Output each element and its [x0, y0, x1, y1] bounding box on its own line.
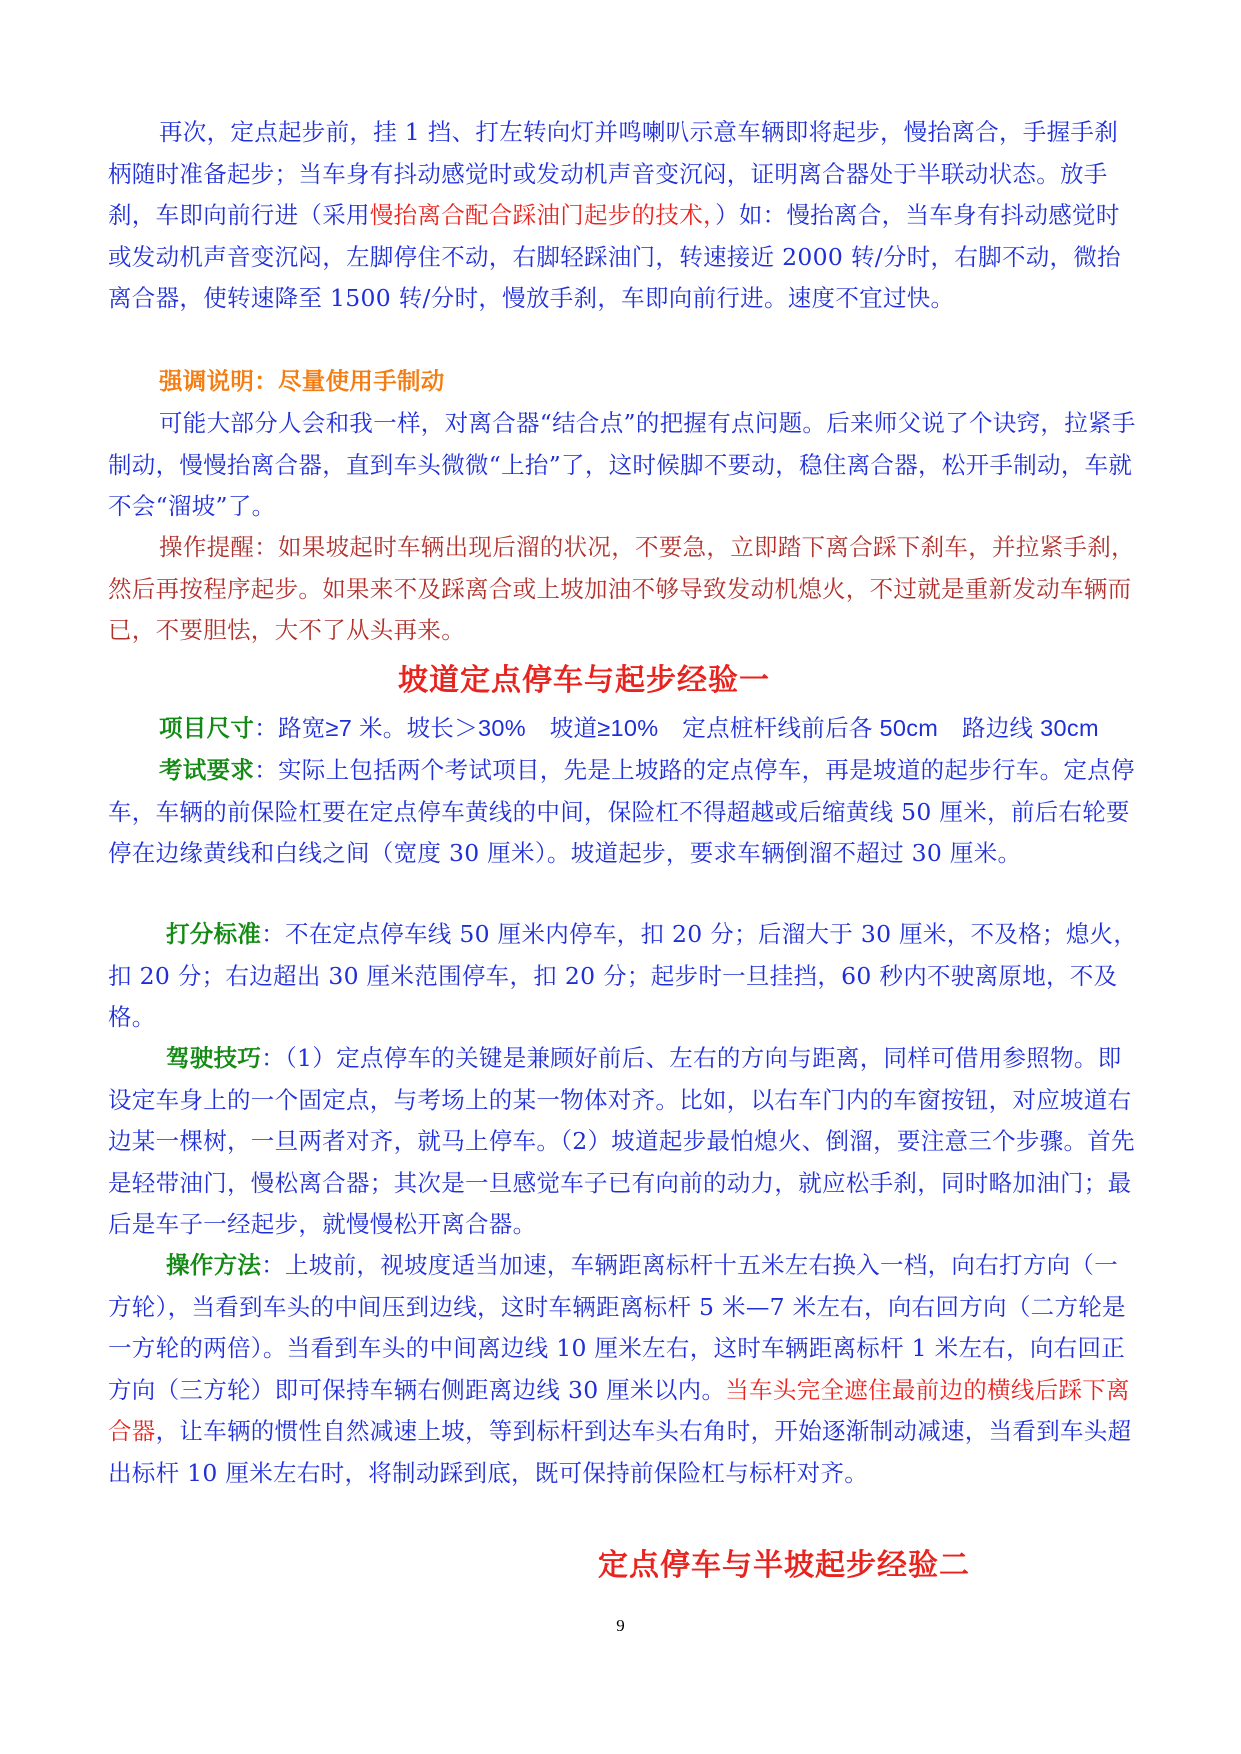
paragraph-project-size — [108, 708, 1138, 750]
label-project-size: 项目尺寸 — [159, 715, 255, 741]
paragraph-text: ）如：慢抬离合，当车身有抖动感觉时或发动机声音变沉闷，左脚停住不动，右脚轻踩油门，转速接近 2000 转/分时，右脚不动，微抬离合器，使转速降至 1500 转/分时，慢放手刹，车即向前行进。速度不宜过快。 — [108, 201, 1121, 312]
paragraph-operation-reminder: 操作提醒：如果坡起时车辆出现后溜的状况，不要急，立即踏下离合踩下刹车，并拉紧手刹，然后再按程序起步。如果来不及踩离合或上坡加油不够导致发动机熄火，不过就是重新发动车辆而已，不要胆怯，大不了从头再来。 — [108, 533, 1135, 644]
paragraph-scoring — [108, 914, 1138, 1039]
label-operation-method: 操作方法 — [166, 1251, 262, 1279]
highlight-text: 慢抬离合配合踩油门起步的技术， — [369, 201, 716, 229]
label-driving-skills: 驾驶技巧 — [166, 1044, 262, 1072]
paragraph-start-procedure — [108, 112, 1138, 320]
highlight-text: 当车头完全遮住最前边的横线后踩下离合器 — [108, 1375, 1130, 1445]
page-number: 9 — [616, 1616, 625, 1635]
paragraph-text: ，让车辆的惯性自然减速上坡，等到标杆到达车头右角时，开始逐渐制动减速，当看到车头超出标杆 10 厘米左右时，将制动踩到底，既可保持前保险杠与标杆对齐。 — [108, 1417, 1132, 1487]
section-heading-1: 坡道定点停车与起步经验一 — [398, 663, 770, 698]
section-heading-2: 定点停车与半坡起步经验二 — [598, 1548, 970, 1583]
paragraph-clutch-point: 可能大部分人会和我一样，对离合器“结合点”的把握有点问题。后来师父说了个诀窍，拉紧手制动，慢慢抬离合器，直到车头微微“上抬”了，这时候脚不要动，稳住离合器，松开手制动，车就不会“溜坡”了。 — [108, 409, 1136, 520]
emphasis-heading: 强调说明：尽量使用手制动 — [159, 367, 445, 395]
paragraph-text: ：（1）定点停车的关键是兼顾好前后、左右的方向与距离，同样可借用参照物。即设定车身上的一个固定点，与考场上的某一物体对齐。比如，以右车门内的车窗按钮，对应坡道右边某一棵树，一旦两者对齐，就马上停车。（2）坡道起步最怕熄火、倒溜，要注意三个步骤。首先是轻带油门，慢松离合器；其次是一旦感觉车子已有向前的动力，就应松手刹，同时略加油门；最后是车子一经起步，就慢慢松开离合器。 — [108, 1044, 1135, 1238]
paragraph-text: ：实际上包括两个考试项目，先是上坡路的定点停车，再是坡道的起步行车。定点停车，车辆的前保险杠要在定点停车黄线的中间，保险杠不得超越或后缩黄线 50 厘米，前后右轮要停在边缘黄线和白线之间（宽度 30 厘米）。坡道起步，要求车辆倒溜不超过 30 厘米。 — [108, 756, 1135, 867]
label-scoring: 打分标准 — [166, 920, 262, 948]
label-exam-requirements: 考试要求 — [159, 756, 255, 784]
paragraph-operation-method — [108, 1245, 1138, 1494]
paragraph-exam-requirements — [108, 750, 1138, 875]
paragraph-driving-skills — [108, 1038, 1138, 1246]
paragraph-text: ：路宽≥7 米。坡长＞30% 坡道≥10% 定点桩杆线前后各 50cm 路边线 30cm — [254, 715, 1099, 741]
paragraph-text: 再次，定点起步前，挂 1 挡、打左转向灯并鸣喇叭示意车辆即将起步，慢抬离合，手握手刹柄随时准备起步；当车身有抖动感觉时或发动机声音变沉闷，证明离合器处于半联动状态。放手刹，车即向前行进（采用 — [108, 118, 1118, 229]
paragraph-text: ：不在定点停车线 50 厘米内停车，扣 20 分；后溜大于 30 厘米，不及格；熄火，扣 20 分；右边超出 30 厘米范围停车，扣 20 分；起步时一旦挂挡，60 秒内不驶离原地，不及格。 — [108, 920, 1138, 1031]
paragraph-text: ：上坡前，视坡度适当加速，车辆距离标杆十五米左右换入一档，向右打方向（一方轮），当看到车头的中间压到边线，这时车辆距离标杆 5 米—7 米左右，向右回方向（二方轮是一方轮的两倍）。当看到车头的中间离边线 10 厘米左右，这时车辆距离标杆 1 米左右，向右回正方向（三方轮）即可保持车辆右侧距离边线 30 厘米以内。 — [108, 1251, 1126, 1404]
